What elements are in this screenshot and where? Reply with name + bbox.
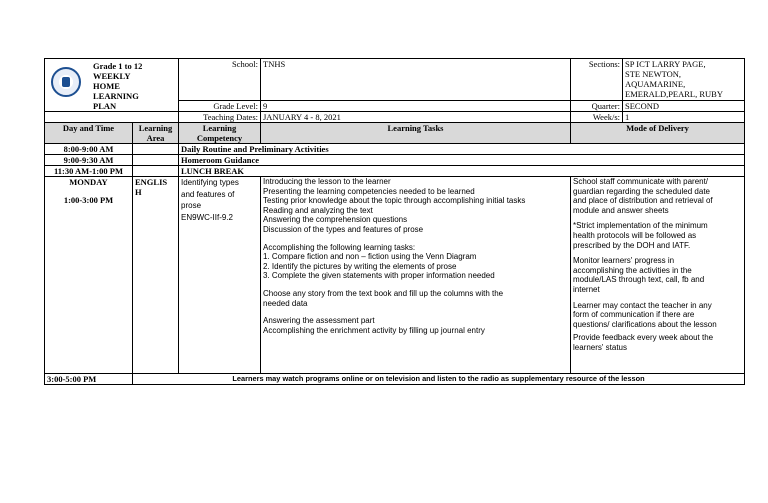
col-delivery: Mode of Delivery [571,123,745,144]
sections-label: Sections: [571,59,623,101]
col-learning-area: Learning Area [133,123,179,144]
school-label: School: [179,59,261,101]
plan-table [44,58,745,385]
col-tasks: Learning Tasks [261,123,571,144]
col-competency: Learning Competency [179,123,261,144]
schedule-activity: LUNCH BREAK [179,166,745,177]
monday-mode-of-delivery: School staff communicate with parent/ guardian regarding the scheduled date and place of distribution and retrieval of module and answer sheets *Strict implementation of the minimum health protocols will be followed as prescribed by the DOH and IATF. Monitor learners' progress in accomplishing the activities in the module/LAS through text, call, fb and internet Learner may contact the teacher in any form of communication if there are questions/ clarifications about the lesson Provide feedback every week about the learners' status [571,177,745,374]
week-label: Week/s: [571,112,623,123]
quarter-value: SECOND [623,101,745,112]
blank-cell [45,112,179,123]
logo-title-cell [45,59,179,112]
monday-learning-area: ENGLIS H [133,177,179,374]
schedule-time: 11:30 AM-1:00 PM [45,166,133,177]
col-day-time: Day and Time [45,123,133,144]
dates-label: Teaching Dates: [179,112,261,123]
schedule-activity: Homeroom Guidance [179,155,745,166]
dates-value: JANUARY 4 - 8, 2021 [261,112,571,123]
footer-note: Learners may watch programs online or on television and listen to the radio as supplementary resource of the lesson [133,374,745,385]
deped-seal-logo [51,67,81,97]
sections-value: SP ICT LARRY PAGE, STE NEWTON, AQUAMARINE, EMERALD,PEARL, RUBY [623,59,745,101]
grade-value: 9 [261,101,571,112]
schedule-time: 8:00-9:00 AM [45,144,133,155]
footer-time: 3:00-5:00 PM [45,374,133,385]
monday-competency: Identifying types and features of prose EN9WC-IIf-9.2 [179,177,261,374]
quarter-label: Quarter: [571,101,623,112]
schedule-activity: Daily Routine and Preliminary Activities [179,144,745,155]
monday-day-time: MONDAY 1:00-3:00 PM [45,177,133,374]
monday-learning-tasks: Introducing the lesson to the learner Presenting the learning competencies needed to be learned Testing prior knowledge about the topic through accomplishing initial tasks Reading and analyzing the text Answering the comprehension questions Discussion of the types and features of prose Accomplishing the following learning tasks: 1. Compare fiction and non – fiction using the Venn Diagram 2. Identify the pictures by writing the elements of prose 3. Complete the given statements with proper information needed Choose any story from the text book and fill up the columns with the needed data Answering the assessment part Accomplishing the enrichment activity by filling up journal entry [261,177,571,374]
week-value: 1 [623,112,745,123]
school-value: TNHS [261,59,571,101]
schedule-time: 9:00-9:30 AM [45,155,133,166]
plan-title: Grade 1 to 12 WEEKLY HOME LEARNING PLAN [93,61,143,111]
grade-label: Grade Level: [179,101,261,112]
weekly-home-learning-plan [44,58,744,385]
